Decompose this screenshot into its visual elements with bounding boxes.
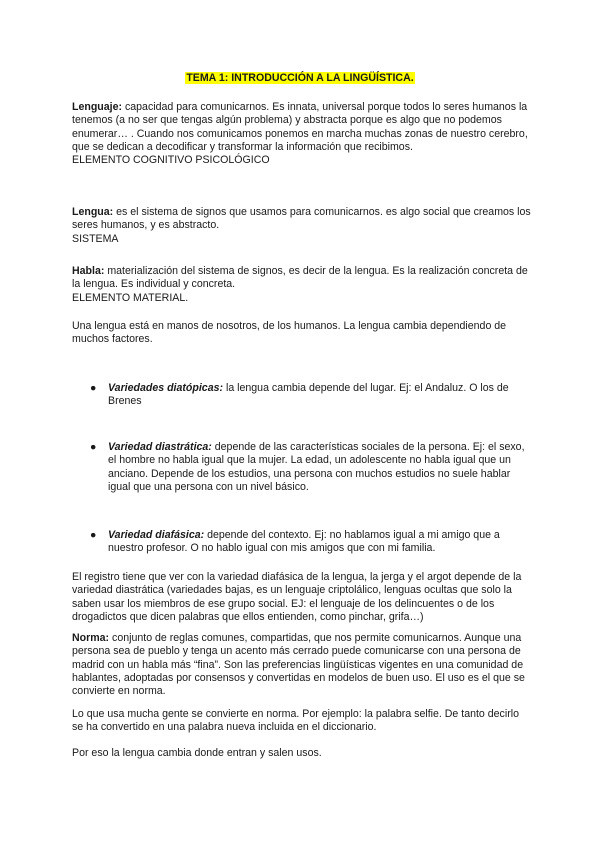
title-line <box>0 72 600 85</box>
lenguaje-paragraph <box>72 101 532 167</box>
habla-term: Habla: <box>72 265 105 277</box>
habla-definition: materialización del sistema de signos, es decir de la lengua. Es la realización concreta de la lengua. Es individual y concreta. <box>72 265 528 291</box>
bullet-term: Variedad diafásica: <box>108 529 205 541</box>
norma-definition: conjunto de reglas comunes, compartidas, que nos permite comunicarnos. Aunque una persona sea de pueblo y tenga un acento más cerrado puede comunicarse con una persona de madrid con un habla más “fina”. Son las preferencias lingüísticas vigentes en una comunidad de hablantes, adoptadas por consensos y convertidas en modelos de buen uso. El uso es el que se convierte en norma. <box>72 632 525 698</box>
bullet-item <box>90 529 528 556</box>
lenguaje-definition: capacidad para comunicarnos. Es innata, universal porque todos lo seres humanos la tenemos (a no ser que tengas algún problema) y abstracta porque es algo que no podemos enumerar… . Cuando nos comunicamos ponemos en marcha muchas zonas de nuestro cerebro, que se dedican a decodificar y transformar la información que recibimos. <box>72 101 528 153</box>
bullet-text: depende de las características sociales de la persona. Ej: el sexo, el hombre no habla igual que la mujer. La edad, un adolescente no habla igual que un anciano. Depende de los estudios, una persona con muchos estudios no suele hablar igual que una persona con un nivel básico. <box>108 441 525 493</box>
habla-tag: ELEMENTO MATERIAL. <box>72 291 189 304</box>
bullet-icon: ● <box>90 382 97 394</box>
lengua-definition: es el sistema de signos que usamos para comunicarnos. es algo social que creamos los seres humanos, y es abstracto. <box>72 206 531 232</box>
selfie-paragraph: Lo que usa mucha gente se convierte en norma. Por ejemplo: la palabra selfie. De tanto decirlo se ha convertido en una palabra nueva incluida en el diccionario. <box>72 708 519 734</box>
lenguaje-tag: ELEMENTO COGNITIVO PSICOLÓGICO <box>72 154 270 167</box>
bullet-text: depende del contexto. Ej: no hablamos igual a mi amigo que a nuestro profesor. O no hablo igual con mis amigos que con mi familia. <box>108 529 500 555</box>
habla-paragraph <box>72 265 532 305</box>
bullet-text: la lengua cambia depende del lugar. Ej: el Andaluz. O los de Brenes <box>108 382 509 408</box>
closing-paragraph: Por eso la lengua cambia donde entran y salen usos. <box>72 747 322 759</box>
bullet-term: Variedades diatópicas: <box>108 382 224 394</box>
variation-intro: Una lengua está en manos de nosotros, de los humanos. La lengua cambia dependiendo de muchos factores. <box>72 320 507 346</box>
page-title: TEMA 1: INTRODUCCIÓN A LA LINGÜÍSTICA. <box>186 72 414 84</box>
norma-paragraph <box>72 632 532 698</box>
bullet-item <box>90 441 528 494</box>
lengua-term: Lengua: <box>72 206 114 218</box>
bullet-term: Variedad diastrática: <box>108 441 212 453</box>
bullet-icon: ● <box>90 529 97 541</box>
bullet-icon: ● <box>90 441 97 453</box>
lengua-paragraph <box>72 206 532 246</box>
bullet-item <box>90 382 528 409</box>
lengua-tag: SISTEMA <box>72 232 119 245</box>
registro-paragraph: El registro tiene que ver con la variedad diafásica de la lengua, la jerga y el argot depende de la variedad diastrática (variedades bajas, es un lenguaje criptolálico, lenguas ocultas que solo la saben usar los miembros de ese grupo social. EJ: el lenguaje de los delincuentes o de los drogadictos que dicen palabras que ellos entienden, como pinchar, grifa…) <box>72 571 522 623</box>
lenguaje-term: Lenguaje: <box>72 101 123 113</box>
norma-term: Norma: <box>72 632 110 644</box>
